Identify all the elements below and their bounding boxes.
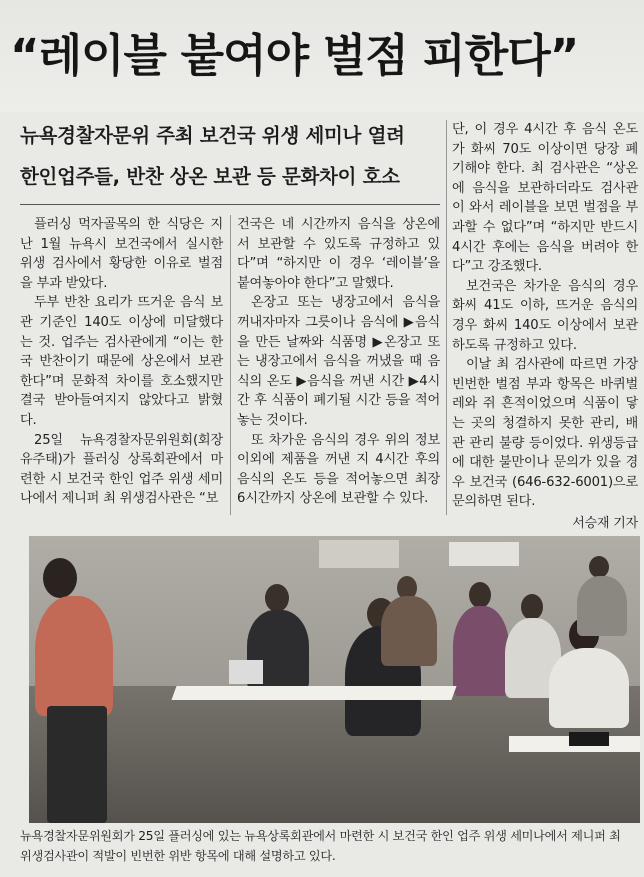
- paragraph: 건국은 네 시간까지 음식을 상온에서 보관할 수 있도록 규정하고 있다”며 “하지만 이 경우 ‘레이블’을 붙여놓아야 한다”고 말했다.: [237, 217, 440, 291]
- laptop-icon: [229, 660, 263, 684]
- presenter-legs: [47, 706, 107, 823]
- paragraph: 이날 최 검사관에 따르면 가장 빈번한 벌점 부과 항목은 바퀴벌레와 쥐 흔적이었으며 식품이 닿는 곳의 청결하지 못한 관리, 배관 관리 불량 등이었다. 위생등급에 대한 불만이나 문의가 있을 경우 보건국 (646-632-6001)으로 문의하면 된다.: [452, 357, 638, 510]
- front-table: [171, 686, 456, 700]
- attendee: [453, 606, 509, 696]
- headline: “레이블 붙여야 벌점 피한다”: [10, 29, 579, 82]
- attendee-head: [521, 594, 543, 620]
- article-column-2: [237, 215, 440, 509]
- seminar-photo: [29, 536, 640, 823]
- attendee: [549, 648, 629, 728]
- article-column-3: [452, 120, 638, 557]
- column-divider-1: [230, 215, 231, 515]
- photo-sign: [319, 540, 399, 568]
- paragraph: 또 차가운 음식의 경우 위의 정보 이외에 제품을 꺼낸 지 4시간 후의 음식의 온도 등을 적어놓으면 최장 6시간까지 상온에 보관할 수 있다.: [237, 432, 440, 507]
- subhead-line-2: 한인업주들, 반찬 상온 보관 등 문화차이 호소: [20, 165, 400, 188]
- attendee-head: [469, 582, 491, 608]
- projector-icon: [569, 732, 609, 746]
- subhead-rule: [20, 204, 440, 205]
- attendee: [577, 576, 627, 636]
- article-column-1: [20, 215, 223, 509]
- attendee-head: [265, 584, 289, 612]
- paragraph: 두부 반찬 요리가 뜨거운 음식 보관 기준인 140도 이상에 미달했다는 것. 업주는 검사관에게 “이는 한국 반찬이기 때문에 상온에서 보관한다”며 문화적 차이를 호소했지만 결국 받아들여지지 않았다고 밝혔다.: [20, 295, 223, 428]
- column-divider-2: [446, 120, 447, 515]
- presenter: [35, 596, 113, 716]
- photo-caption: 뉴욕경찰자문위원회가 25일 플러싱에 있는 뉴욕상록회관에서 마련한 시 보건국 한인 업주 위생 세미나에서 제니퍼 최 위생검사관이 적발이 빈번한 위반 항목에 대해 설명하고 있다.: [20, 829, 621, 863]
- paragraph: 플러싱 먹자골목의 한 식당은 지난 1월 뉴욕시 보건국에서 실시한 위생 검사에서 황당한 이유로 벌점을 부과 받았다.: [20, 217, 223, 291]
- presenter-head: [43, 558, 77, 598]
- paragraph: 단, 이 경우 4시간 후 음식 온도가 화씨 70도 이상이면 당장 폐기해야 한다. 최 검사관은 “상온에 음식을 보관하더라도 검사관이 와서 레이블을 보면 벌점을 부과할 수 없다”며 “하지만 반드시 4시간 후에는 음식을 버려야 한다”고 강조했다.: [452, 122, 638, 275]
- photo-window: [449, 542, 519, 566]
- paragraph: 25일 뉴욕경찰자문위원회(회장 유주태)가 플러싱 상록회관에서 마련한 시 보건국 한인 업주 위생 세미나에서 제니퍼 최 위생검사관은 “보: [20, 432, 223, 507]
- attendee: [381, 596, 437, 666]
- byline: 서승재 기자: [572, 515, 638, 531]
- paragraph: 온장고 또는 냉장고에서 음식을 꺼내자마자 그릇이나 음식에 ▶음식을 만든 날짜와 식품명 ▶온장고 또는 냉장고에서 음식을 꺼냈을 때 음식의 온도 ▶음식을 꺼낸 시간 ▶4시간 후 식품이 폐기될 시간 등을 적어놓는 것이다.: [237, 295, 440, 428]
- subhead-line-1: 뉴욕경찰자문위 주최 보건국 위생 세미나 열려: [20, 124, 405, 147]
- attendee-head: [589, 556, 609, 578]
- paragraph: 보건국은 차가운 음식의 경우 화씨 41도 이하, 뜨거운 음식의 경우 화씨 140도 이상에서 보관하도록 규정하고 있다.: [452, 278, 638, 353]
